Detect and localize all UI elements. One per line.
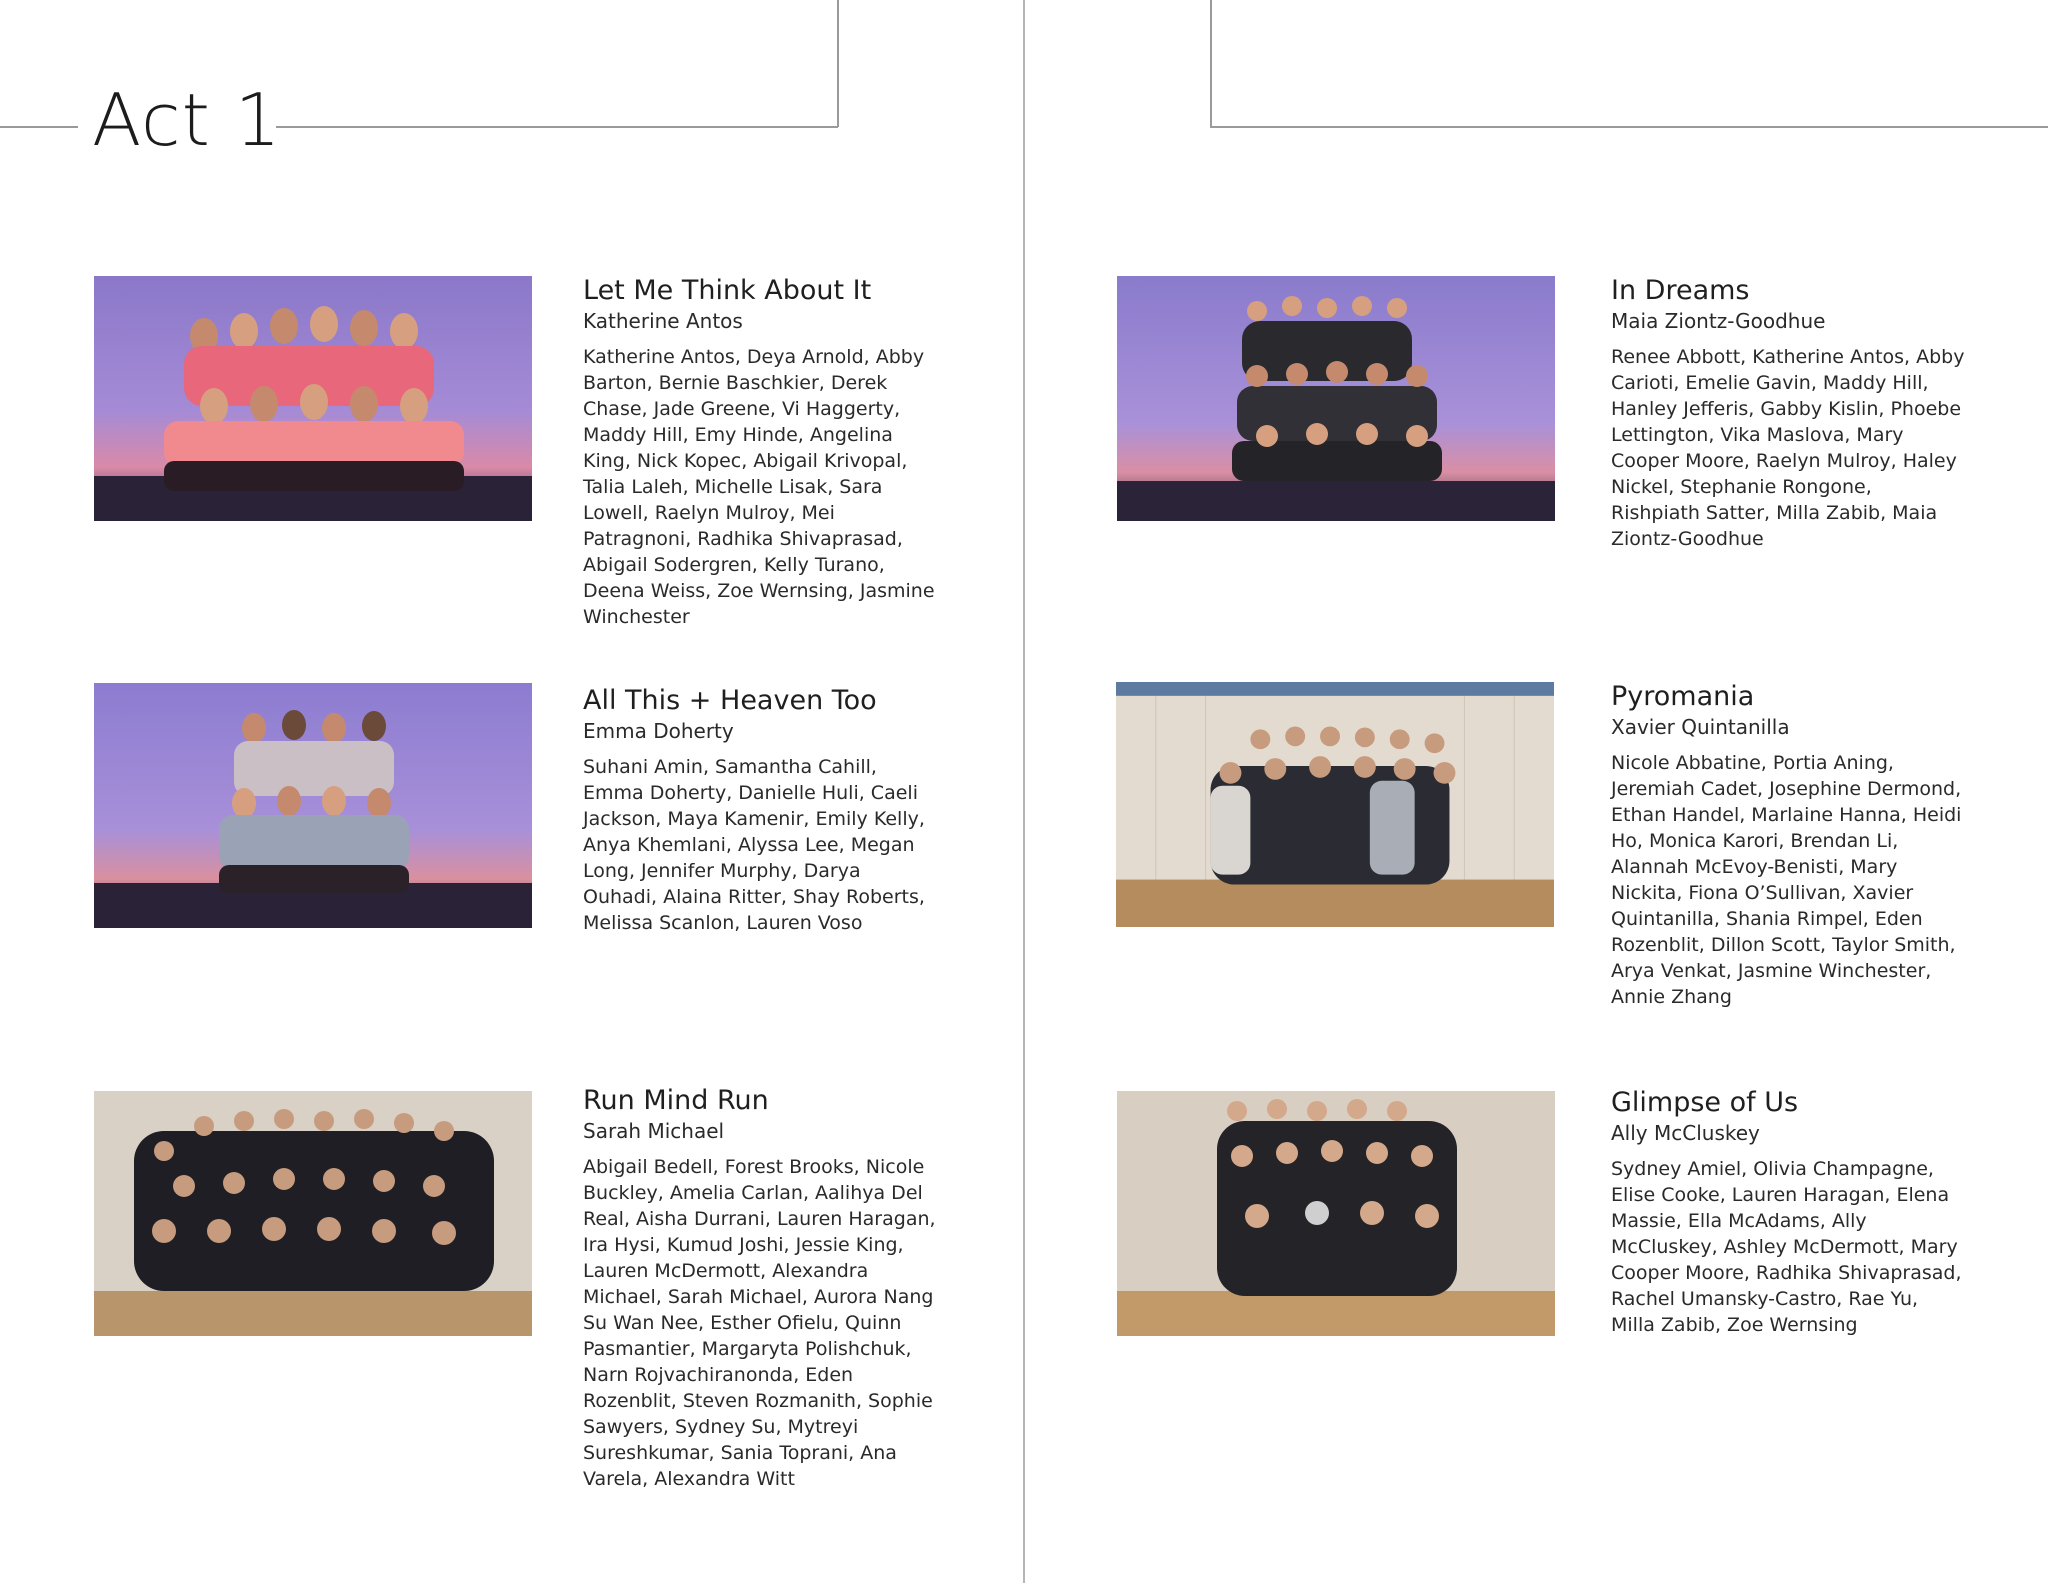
choreographer: Sarah Michael [583,1119,725,1143]
frame-line [837,0,839,127]
piece-title: Pyromania [1611,681,1755,712]
piece-photo [1117,1091,1555,1336]
piece-title: All This + Heaven Too [583,685,877,716]
act-title: Act 1 [92,78,282,162]
piece-photo [94,1091,532,1336]
cast-list: Sydney Amiel, Olivia Champagne, Elise Cooke, Lauren Haragan, Elena Massie, Ella McAdams, Ally McCluskey, Ashley McDermott, Mary Cooper Moore, Radhika Shivaprasad, Rachel Umansky-Castro, Rae Yu, Milla Zabib, Zoe Wernsing [1611,1158,1962,1336]
piece-block [1611,680,1971,1010]
cast-list: Suhani Amin, Samantha Cahill, Emma Doherty, Danielle Huli, Caeli Jackson, Maya Kamenir, Emily Kelly, Anya Khemlani, Alyssa Lee, Megan Long, Jennifer Murphy, Darya Ouhadi, Alaina Ritter, Shay Roberts, Melissa Scanlon, Lauren Voso [583,756,925,934]
cast-list: Abigail Bedell, Forest Brooks, Nicole Buckley, Amelia Carlan, Aalihya Del Real, Aisha Durrani, Lauren Haragan, Ira Hysi, Kumud Joshi, Jessie King, Lauren McDermott, Alexandra Michael, Sarah Michael, Aurora Nang Su Wan Nee, Esther Ofielu, Quinn Pasmantier, Margaryta Polishchuk, Narn Rojvachiranonda, Eden Rozenblit, Steven Rozmanith, Sophie Sawyers, Sydney Su, Mytreyi Sureshkumar, Sania Toprani, Ana Varela, Alexandra Witt [583,1156,936,1490]
piece-title: Glimpse of Us [1611,1087,1799,1118]
header-rule [1210,126,2048,128]
choreographer: Maia Ziontz-Goodhue [1611,309,1826,333]
piece-block [1611,274,1971,552]
frame-line [1210,0,1212,127]
cast-list: Katherine Antos, Deya Arnold, Abby Barton, Bernie Baschkier, Derek Chase, Jade Greene, Vi Haggerty, Maddy Hill, Emy Hinde, Angelina King, Nick Kopec, Abigail Krivopal, Talia Laleh, Michelle Lisak, Sara Lowell, Raelyn Mulroy, Mei Patragnoni, Radhika Shivaprasad, Abigail Sodergren, Kelly Turano, Deena Weiss, Zoe Wernsing, Jasmine Winchester [583,346,935,628]
piece-title: Run Mind Run [583,1085,769,1116]
piece-photo [94,683,532,928]
header-rule [0,126,78,128]
choreographer: Katherine Antos [583,309,743,333]
piece-photo [94,276,532,521]
piece-block [583,1084,943,1492]
choreographer: Xavier Quintanilla [1611,715,1790,739]
cast-list: Renee Abbott, Katherine Antos, Abby Carioti, Emelie Gavin, Maddy Hill, Hanley Jefferis, Gabby Kislin, Phoebe Lettington, Vika Maslova, Mary Cooper Moore, Raelyn Mulroy, Haley Nickel, Stephanie Rongone, Rishpiath Satter, Milla Zabib, Maia Ziontz-Goodhue [1611,346,1965,550]
piece-block [583,684,943,936]
piece-photo [1117,276,1555,521]
choreographer: Ally McCluskey [1611,1121,1760,1145]
piece-title: Let Me Think About It [583,275,872,306]
piece-block [1611,1086,1971,1338]
page-fold [1023,0,1025,1583]
piece-title: In Dreams [1611,275,1750,306]
choreographer: Emma Doherty [583,719,734,743]
header-rule [276,126,838,128]
cast-list: Nicole Abbatine, Portia Aning, Jeremiah Cadet, Josephine Dermond, Ethan Handel, Marlaine Hanna, Heidi Ho, Monica Karori, Brendan Li, Alannah McEvoy-Benisti, Mary Nickita, Fiona O’Sullivan, Xavier Quintanilla, Shania Rimpel, Eden Rozenblit, Dillon Scott, Taylor Smith, Arya Venkat, Jasmine Winchester, Annie Zhang [1611,752,1962,1008]
piece-photo [1116,682,1554,927]
piece-block [583,274,943,630]
